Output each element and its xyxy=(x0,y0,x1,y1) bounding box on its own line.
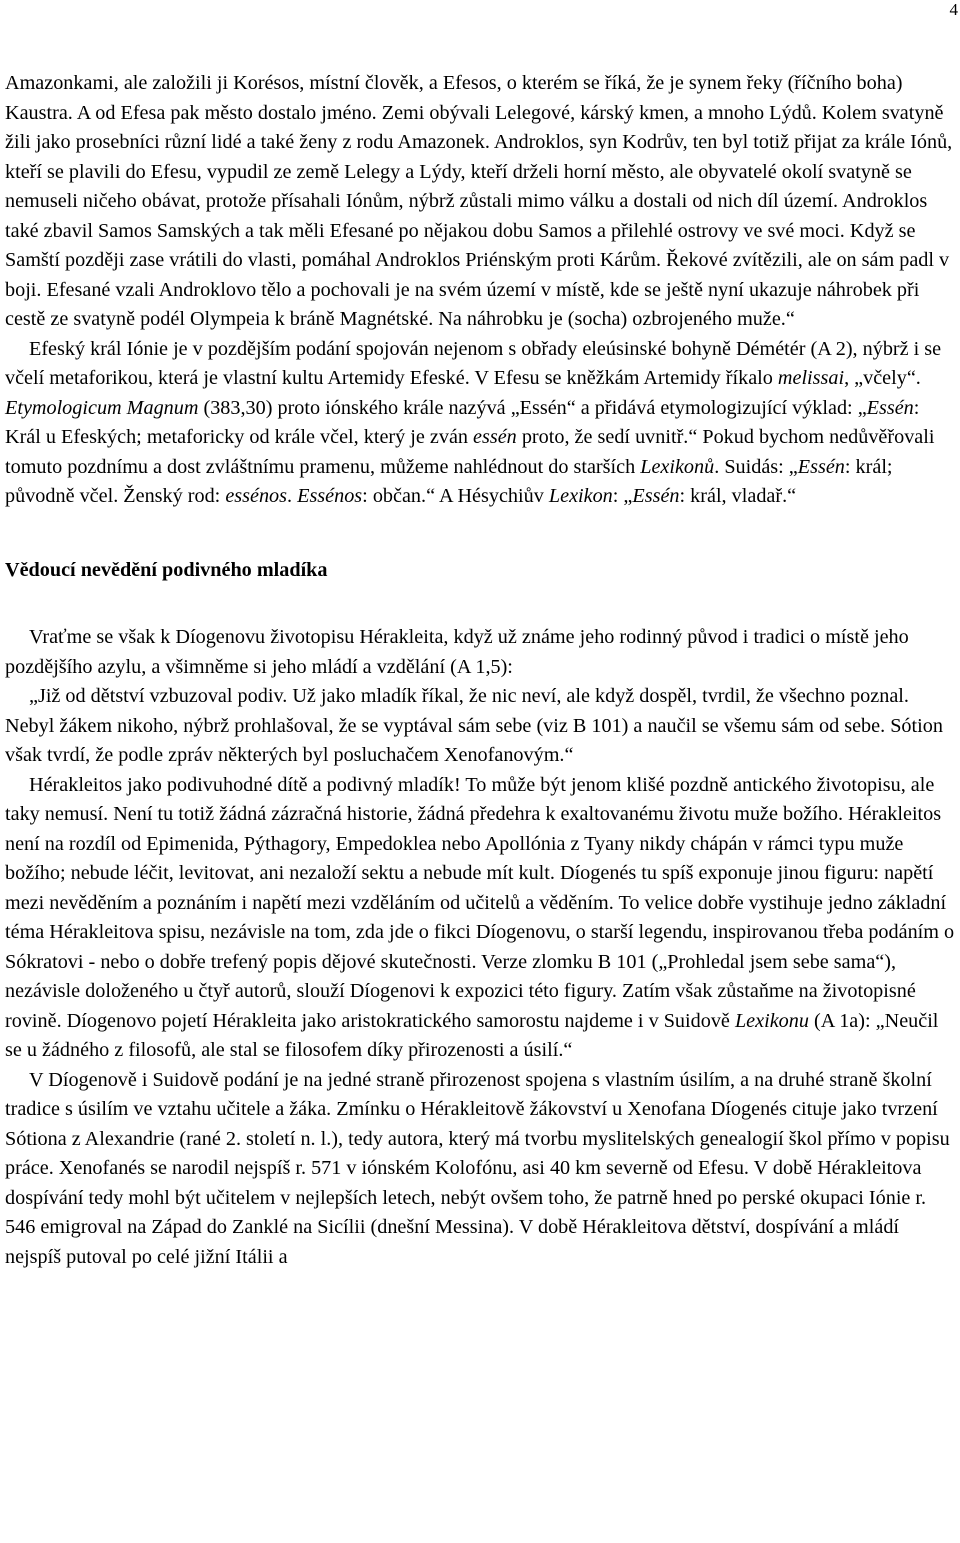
italic-term: Lexikonu xyxy=(734,1009,809,1032)
italic-term: Essén xyxy=(797,455,845,478)
text-run: . Suidás: „ xyxy=(714,455,798,478)
italic-term: melissai xyxy=(777,367,845,389)
text-run: : král; původně včel. Ženský rod: xyxy=(5,455,893,507)
section-heading: Vědoucí nevědění podivného mladíka xyxy=(5,558,328,581)
page-body xyxy=(5,69,957,1272)
text-run: , „včely“. xyxy=(844,367,921,389)
text-run: Efeský král Iónie je v pozdějším podání spojován nejenom s obřady eleúsinské bohyně Démétér (A 2), nýbrž i se včelí metaforikou, která je vlastní kultu Artemidy Efeské. V Efesu se kněžkám Artemidy říkalo xyxy=(5,337,942,389)
italic-term: essénos xyxy=(225,485,288,507)
paragraph-xenophanes: V Díogenově i Suidově podání je na jedné straně přirozenost spojena s vlastním úsilím, a na druhé straně školní tradice s úsilím ve vztahu učitele a žáka. Zmínku o Hérakleitově žákovství u Xenofana Díogenés cituje jako tvrzení Sótiona z Alexandrie (rané 2. století n. l.), tedy autora, který má tvorbu myslitelských genealogií škol přímo v popisu práce. Xenofanés se narodil nejspíš r. 571 v iónském Kolofónu, asi 40 km severně od Efesu. V době Hérakleitova dospívání tedy mohl být učitelem v nejlepších letech, nebýt ovšem toho, že patrně hned po perské okupaci Iónie r. 546 emigroval na Západ do Zanklé na Sicílii (dnešní Messina). V době Hérakleitova dětství, dospívání a mládí nejspíš putoval po celé jižní Itálii a xyxy=(5,1068,950,1268)
text-run: Hérakleitos jako podivuhodné dítě a podivný mladík! To může být jenom klišé pozdně antického životopisu, ale taky nemusí. Není tu totiž žádná zázračná historie, žádná předehra k exaltovanému životu muže božího. Hérakleitos není na rozdíl od Epimenida, Pýthagory, Empedoklea nebo Apollónia z Tyany nikdy chápán v rámci typu muže božího; nebude léčit, levitovat, ani nezaloží sektu a nebude mít kult. Díogenés tu spíš exponuje jinou figuru: napětí mezi nevěděním a poznáním i napětí mezi vzděláním od učitelů a věděním. To velice dobře vystihuje jedno základní téma Hérakleitova spisu, nezávisle na tom, zda jde o fikci Díogenovu, o starší legendu, inspirovanou třeba podáním o Sókratovi - nebo o dobře trefený popis dějové skutečnosti. Verze zlomku B 101 („Prohledal jsem sebe sama“), nezávisle doloženého u čtyř autorů, slouží Díogenovi k expozici této figury. Zatím však zůstaňme na životopisné rovině. Díogenovo pojetí Hérakleita jako aristokratického samorostu najdeme i v Suidově xyxy=(5,773,955,1032)
text-run: : král, vladař.“ xyxy=(679,485,797,507)
text-run: : Král u Efeských; metaforicky od krále včel, který je zván xyxy=(5,396,920,448)
text-run: . xyxy=(287,485,298,507)
text-run: (383,30) proto iónského krále nazývá „Essén“ a přidává etymologizující výklad: „ xyxy=(198,396,867,419)
text-run: (A 1a): „Neučil se u žádného z filosofů, ale stal se filosofem díky přirozenosti a úsilí.“ xyxy=(5,1009,939,1061)
paragraph-wonder-child xyxy=(5,771,957,1066)
paragraph-quote-childhood: „Již od dětství vzbuzoval podiv. Už jako mladík říkal, že nic neví, ale když dospěl, tvrdil, že všechno poznal. Nebyl žákem nikoho, nýbrž prohlašoval, že se vyptával sám sebe (viz B 101) a naučil se všemu sám od sebe. Sótion však tvrdí, že podle zpráv některých byl posluchačem Xenofanovým.“ xyxy=(5,685,943,766)
italic-term: essén xyxy=(473,426,517,448)
italic-term: Essénos xyxy=(297,485,363,507)
paragraph-ephesian-king xyxy=(5,335,957,512)
paragraph-amazons: Amazonkami, ale založili ji Korésos, místní člověk, a Efesos, o kterém se říká, že je synem řeky (říčního boha) Kaustra. A od Efesa pak město dostalo jméno. Zemi obývali Lelegové, kárský kmen, a mnoho Lýdů. Kolem svatyně žili jako prosebníci různí lidé a také ženy z rodu Amazonek. Androklos, syn Kodrův, ten byl totiž přijat za krále Iónů, kteří se plavili do Efesu, vypudil ze země Lelegy a Lýdy, kteří drželi horní město, ale obyvatelé okolí svatyně se nemuseli ničeho obávat, protože přísahali Iónům, nýbrž zůstali mimo válku a dostali od nich díl území. Androklos také zbavil Samos Samských a tak měli Efesané po nějakou dobu Samos a přilehlé ostrovy ve své moci. Když se Samští později zase vrátili do vlasti, pomáhal Androklos Priénským proti Kárům. Řekové zvítězili, ale on sám padl v boji. Efesané vzali Androklovo tělo a pochovali je na svém území v místě, kde se ještě nyní ukazuje náhrobek při cestě ze svatyně podél Olympeia k bráně Magnétské. Na náhrobku je (socha) ozbrojeného muže.“ xyxy=(5,72,953,330)
italic-term: Essén xyxy=(866,396,914,419)
text-run: : občan.“ A Hésychiův xyxy=(362,485,549,507)
page-number: 4 xyxy=(949,0,958,19)
text-run: proto, že sedí uvnitř.“ Pokud bychom nedůvěřovali tomuto pozdnímu a dost zvláštnímu pramenu, můžeme nahlédnout do starších xyxy=(5,426,935,478)
italic-term: Etymologicum Magnum xyxy=(5,396,199,419)
paragraph-return-to-diogenes: Vraťme se však k Díogenovu životopisu Hérakleita, když už známe jeho rodinný původ i tradici o místě jeho pozdějšího azylu, a všimněme si jeho mládí a vzdělání (A 1,5): xyxy=(5,626,909,678)
italic-term: Essén xyxy=(632,485,680,507)
italic-term: Lexikon xyxy=(548,485,613,507)
italic-term: Lexikonů xyxy=(640,455,715,478)
text-run: : „ xyxy=(612,485,633,507)
